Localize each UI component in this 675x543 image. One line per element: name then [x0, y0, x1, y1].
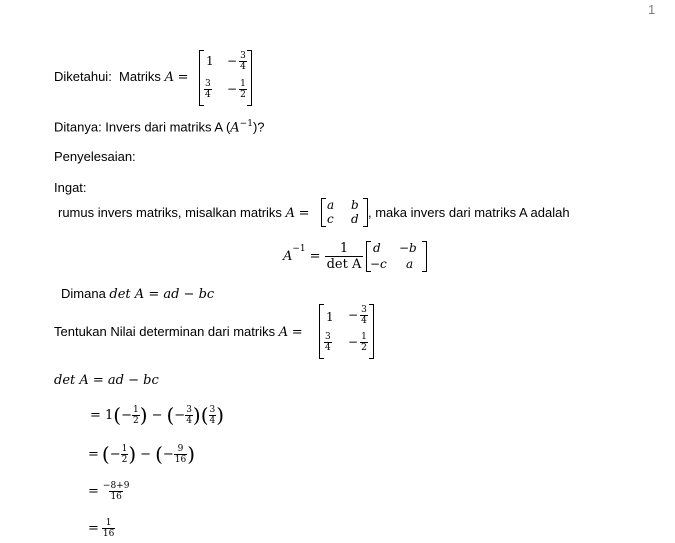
inverse-a: a [406, 257, 414, 271]
known-eq: = [177, 70, 189, 85]
formula-intro: rumus invers matriks, misalkan matriks A = [58, 205, 310, 221]
inverse-neg-b: −b [399, 241, 417, 255]
det-definition: Dimana det A = ad − bc [61, 286, 215, 302]
determine-matrix-d: − $\frac{1}{2}$ [348, 332, 367, 353]
step-0: det A = ad − bc [54, 373, 159, 388]
known-label [54, 69, 188, 85]
known-matrix-label: Matriks [119, 69, 161, 84]
step-1: = 1 ( − $\frac{1}{2}$ ) − ( − $\frac{3}{4}$ ) ( $\frac{3}{4}$ ) [90, 403, 225, 427]
remember-label: Ingat: [54, 180, 87, 195]
formula-intro-post: , maka invers dari matriks A adalah [368, 205, 570, 220]
determine-line: Tentukan Nilai determinan dari matriks A = [54, 324, 303, 340]
inverse-neg-c: −c [370, 257, 387, 271]
generic-d: d [351, 212, 359, 226]
determine-matrix-a: 1 [326, 310, 334, 324]
generic-a: a [327, 198, 335, 212]
step-2: = ( − $\frac{1}{2}$ ) − ( − $\frac{9}{16}$ ) [88, 442, 196, 466]
inverse-formula: A $^{-1}$ = $\frac{1}{\text{det A}}$ [283, 240, 362, 272]
page-number: 1 [648, 2, 656, 17]
solution-label: Penyelesaian: [54, 149, 136, 164]
determine-matrix-c: $\frac{3}{4}$ [325, 332, 331, 353]
question: Ditanya: Invers dari matriks A $(A^{-1})$? [54, 119, 265, 136]
known-label-text: Diketahui: [54, 69, 112, 84]
known-matrix [199, 50, 252, 106]
generic-b: b [351, 198, 359, 212]
step-3: = $\frac{-8+9}{16}$ [88, 480, 130, 502]
known-matrix-c: $\frac{3}{4}$ [205, 79, 211, 100]
inverse-d: d [373, 241, 381, 255]
known-matrix-symbol: A [164, 70, 174, 85]
generic-c: c [327, 212, 334, 226]
known-matrix-b: − $\frac{3}{4}$ [227, 51, 246, 72]
known-matrix-a: 1 [206, 54, 214, 68]
generic-matrix [321, 198, 368, 227]
inverse-matrix [366, 241, 427, 272]
known-matrix-d: − $\frac{1}{2}$ [227, 79, 246, 100]
determine-matrix [319, 304, 374, 359]
step-4: = $\frac{1}{16}$ [88, 517, 115, 539]
determine-matrix-b: − $\frac{3}{4}$ [348, 305, 367, 326]
